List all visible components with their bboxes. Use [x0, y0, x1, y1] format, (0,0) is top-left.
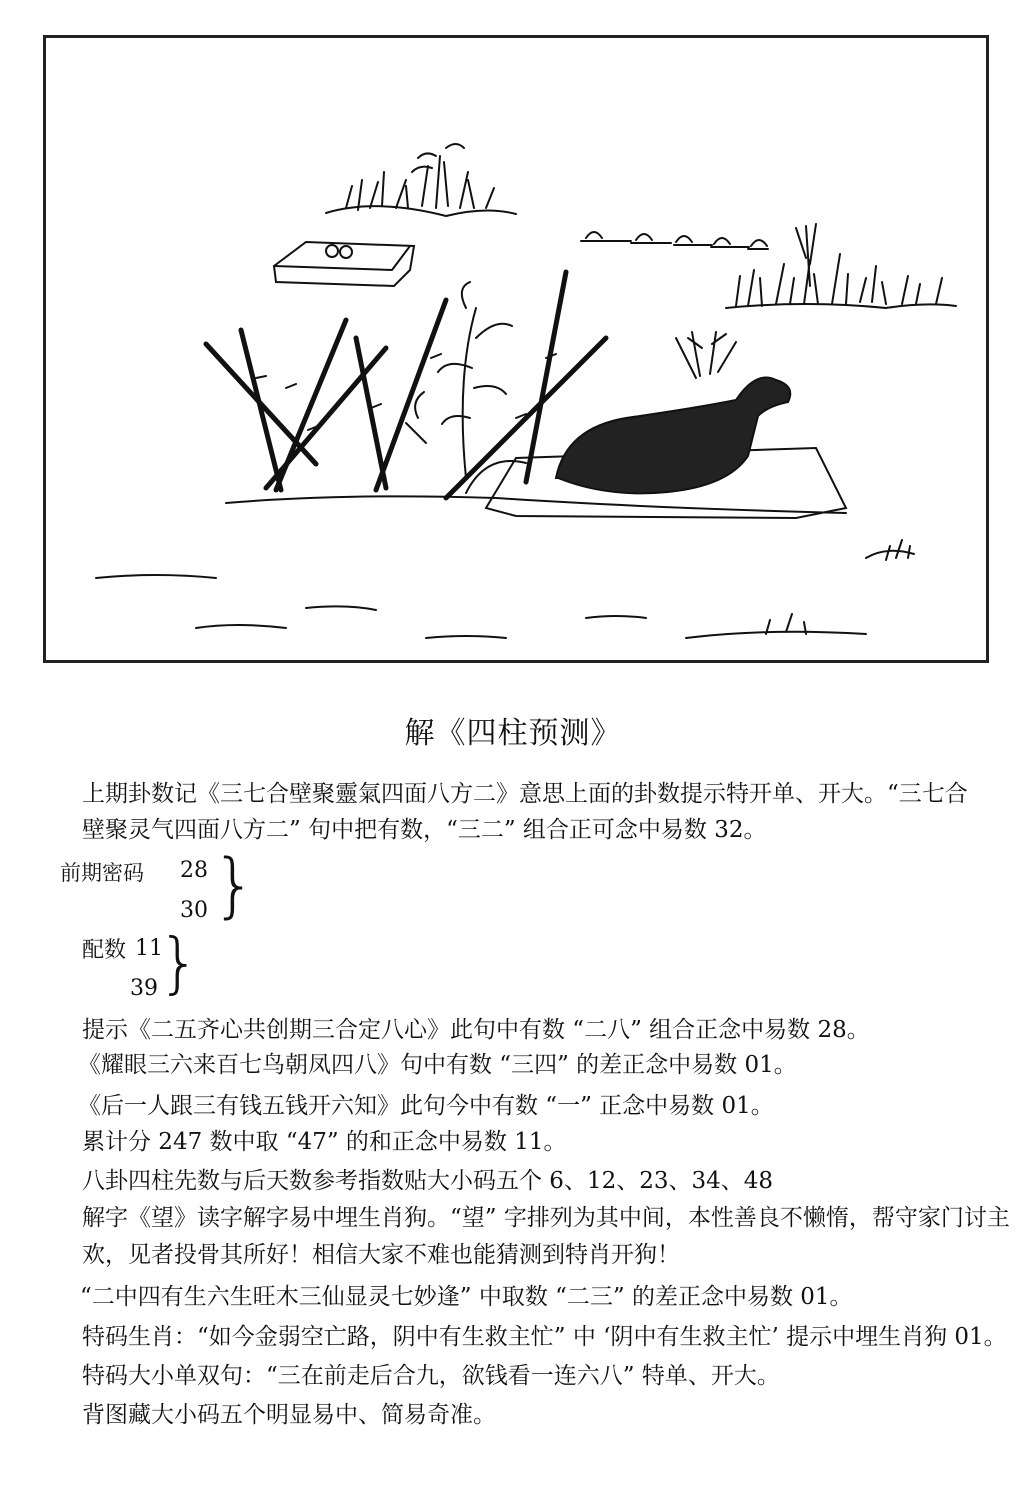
section-title: 解《四柱预测》: [404, 716, 622, 751]
text-line-2: 《耀眼三六来百七鸟朝凤四八》句中有数 “三四” 的差正念中易数 01。: [78, 1052, 797, 1078]
text-line-1: 提示《二五齐心共创期三合定八心》此句中有数 “二八” 组合正念中易数 28。: [82, 1017, 870, 1043]
illustration-frame: [43, 35, 989, 663]
match-numbers-label: 配数: [82, 938, 127, 963]
text-line-3: 《后一人跟三有钱五钱开六知》此句今中有数 “一” 正念中易数 01。: [78, 1093, 774, 1119]
deer-bamboo-illustration: [46, 38, 986, 660]
previous-code-1: 28: [180, 858, 208, 883]
text-line-7: 欢，见者投骨其所好！相信大家不难也能猜测到特肖开狗！: [82, 1242, 680, 1268]
text-line-10: 特码大小单双句：“三在前走后合九，欲钱看一连六八” 特单、开大。: [82, 1363, 780, 1389]
previous-code-2: 30: [180, 898, 208, 923]
match-numbers-brace: }: [158, 924, 200, 1001]
match-number-1: 11: [135, 936, 163, 961]
text-line-11: 背图藏大小码五个明显易中、简易奇准。: [82, 1402, 496, 1428]
text-line-5: 八卦四柱先数与后天数参考指数贴大小码五个 6、12、23、34、48: [82, 1168, 774, 1194]
text-line-8: “二中四有生六生旺木三仙显灵七妙逢” 中取数 “二三” 的差正念中易数 01。: [80, 1284, 853, 1310]
match-number-2: 39: [130, 976, 158, 1001]
text-line-6: 解字《望》读字解字易中埋生肖狗。“望” 字排列为其中间，本性善良不懒惰，帮守家门讨主: [82, 1205, 1010, 1231]
previous-codes-brace: }: [212, 844, 257, 926]
text-line-4: 累计分 247 数中取 “47” 的和正念中易数 11。: [82, 1129, 567, 1155]
text-line-9: 特码生肖：“如今金弱空亡路，阴中有生救主忙” 中 ‘阴中有生救主忙’ 提示中埋生肖狗 01。: [82, 1324, 1007, 1350]
paragraph1-line2: 壁聚灵气四面八方二” 句中把有数，“三二” 组合正可念中易数 32。: [82, 817, 767, 843]
previous-codes-label: 前期密码: [60, 861, 144, 885]
paragraph1-line1: 上期卦数记《三七合壁聚靈氣四面八方二》意思上面的卦数提示特开单、开大。“三七合: [82, 781, 968, 807]
